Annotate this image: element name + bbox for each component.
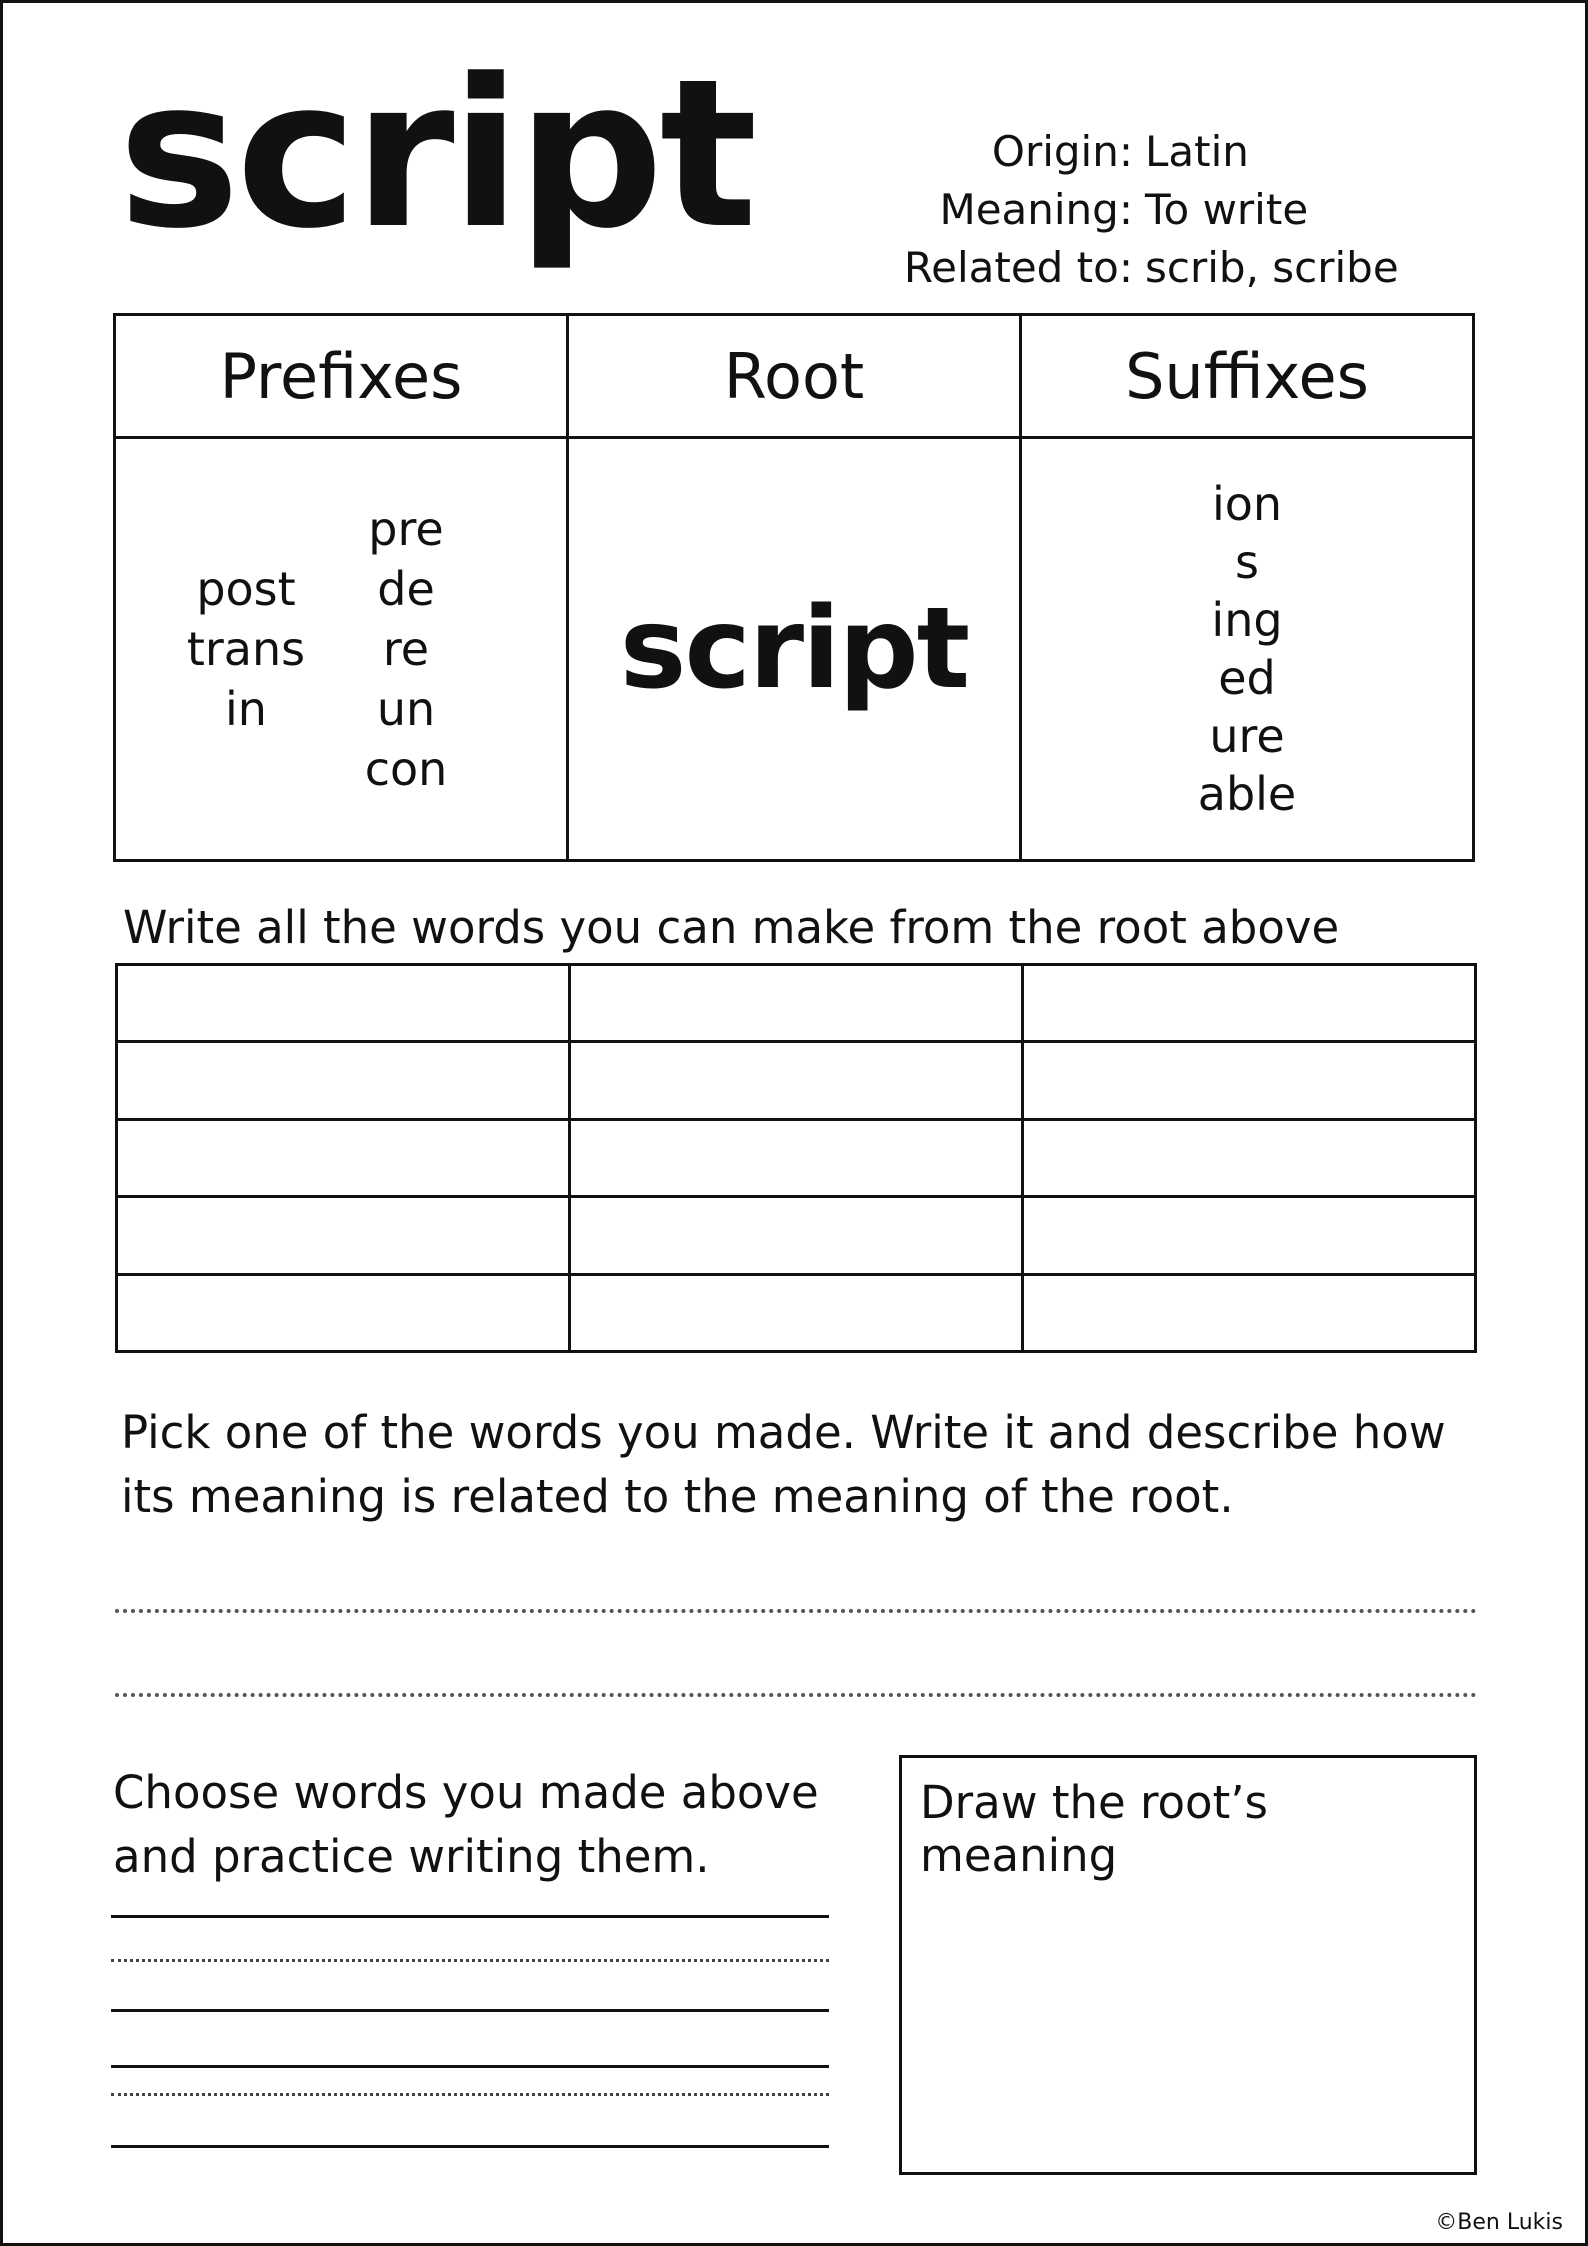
suffix-item: ure	[1209, 709, 1285, 763]
root-info	[883, 123, 1403, 297]
word-cell[interactable]	[117, 1274, 570, 1351]
origin-row	[883, 123, 1403, 181]
word-cell[interactable]	[1023, 1119, 1476, 1196]
prefix-item: in	[225, 682, 267, 736]
handwriting-midline	[111, 1959, 829, 1962]
draw-meaning-label: Draw the root’s meaning	[920, 1776, 1268, 1882]
meaning-row	[883, 181, 1403, 239]
prefixes-cell	[115, 438, 568, 861]
suffix-item: ed	[1218, 651, 1276, 705]
word-cell[interactable]	[1023, 1042, 1476, 1119]
meaning-answer-line[interactable]	[115, 1609, 1477, 1613]
word-cell[interactable]	[117, 965, 570, 1042]
words-row	[117, 1119, 1476, 1196]
prefix-item: post	[196, 562, 296, 616]
handwriting-baseline[interactable]	[111, 2145, 829, 2148]
suffix-item: ing	[1211, 593, 1283, 647]
root-cell	[568, 438, 1021, 861]
meaning-answer-line[interactable]	[115, 1693, 1477, 1697]
prefixes-right-list	[336, 499, 476, 799]
practice-prompt-line: Choose words you made above	[113, 1766, 819, 1819]
suffixes-list	[1022, 475, 1472, 823]
prefix-item: pre	[368, 502, 444, 556]
suffix-item: able	[1197, 767, 1297, 821]
meaning-prompt	[121, 1401, 1481, 1529]
suffix-item: ion	[1211, 477, 1283, 531]
words-prompt: Write all the words you can make from the root above	[123, 901, 1340, 954]
meaning-prompt-line: Pick one of the words you made. Write it and describe how	[121, 1406, 1446, 1459]
practice-prompt	[113, 1761, 833, 1889]
page-title: script	[118, 36, 754, 274]
prefix-item: re	[382, 622, 430, 676]
roots-header-row	[115, 315, 1474, 438]
prefix-item: un	[376, 682, 436, 736]
word-cell[interactable]	[570, 965, 1023, 1042]
word-cell[interactable]	[1023, 965, 1476, 1042]
word-cell[interactable]	[117, 1042, 570, 1119]
words-row	[117, 1274, 1476, 1351]
prefix-item: con	[364, 742, 448, 796]
words-row	[117, 1042, 1476, 1119]
suffixes-header: Suffixes	[1021, 315, 1474, 438]
prefixes-header: Prefixes	[115, 315, 568, 438]
word-cell[interactable]	[570, 1197, 1023, 1274]
handwriting-baseline[interactable]	[111, 1915, 829, 1918]
words-grid	[115, 963, 1477, 1353]
word-cell[interactable]	[1023, 1197, 1476, 1274]
meaning-value: To write	[1145, 185, 1309, 234]
suffix-item: s	[1235, 535, 1259, 589]
word-cell[interactable]	[1023, 1274, 1476, 1351]
prefix-item: de	[377, 562, 435, 616]
roots-body-row	[115, 438, 1474, 861]
suffixes-cell	[1021, 438, 1474, 861]
words-row	[117, 1197, 1476, 1274]
prefixes-left-list	[176, 559, 316, 739]
word-cell[interactable]	[117, 1197, 570, 1274]
practice-prompt-line: and practice writing them.	[113, 1830, 710, 1883]
origin-value: Latin	[1145, 127, 1249, 176]
roots-table	[113, 313, 1475, 862]
root-word: script	[619, 584, 969, 714]
related-row	[883, 239, 1403, 297]
word-cell[interactable]	[570, 1042, 1023, 1119]
copyright-notice: ©Ben Lukis	[1435, 2210, 1563, 2235]
words-row	[117, 965, 1476, 1042]
prefixes-wrap	[116, 439, 566, 859]
related-label: Related to:	[903, 243, 1133, 292]
meaning-label: Meaning:	[939, 185, 1133, 234]
handwriting-baseline[interactable]	[111, 2065, 829, 2068]
meaning-prompt-line: its meaning is related to the meaning of the root.	[121, 1470, 1234, 1523]
handwriting-midline	[111, 2093, 829, 2096]
draw-meaning-box[interactable]	[899, 1755, 1477, 2175]
related-value: scrib, scribe	[1145, 243, 1399, 292]
prefix-item: trans	[186, 622, 306, 676]
word-cell[interactable]	[570, 1119, 1023, 1196]
root-header: Root	[568, 315, 1021, 438]
word-cell[interactable]	[570, 1274, 1023, 1351]
word-cell[interactable]	[117, 1119, 570, 1196]
handwriting-baseline[interactable]	[111, 2009, 829, 2012]
origin-label: Origin:	[991, 127, 1133, 176]
